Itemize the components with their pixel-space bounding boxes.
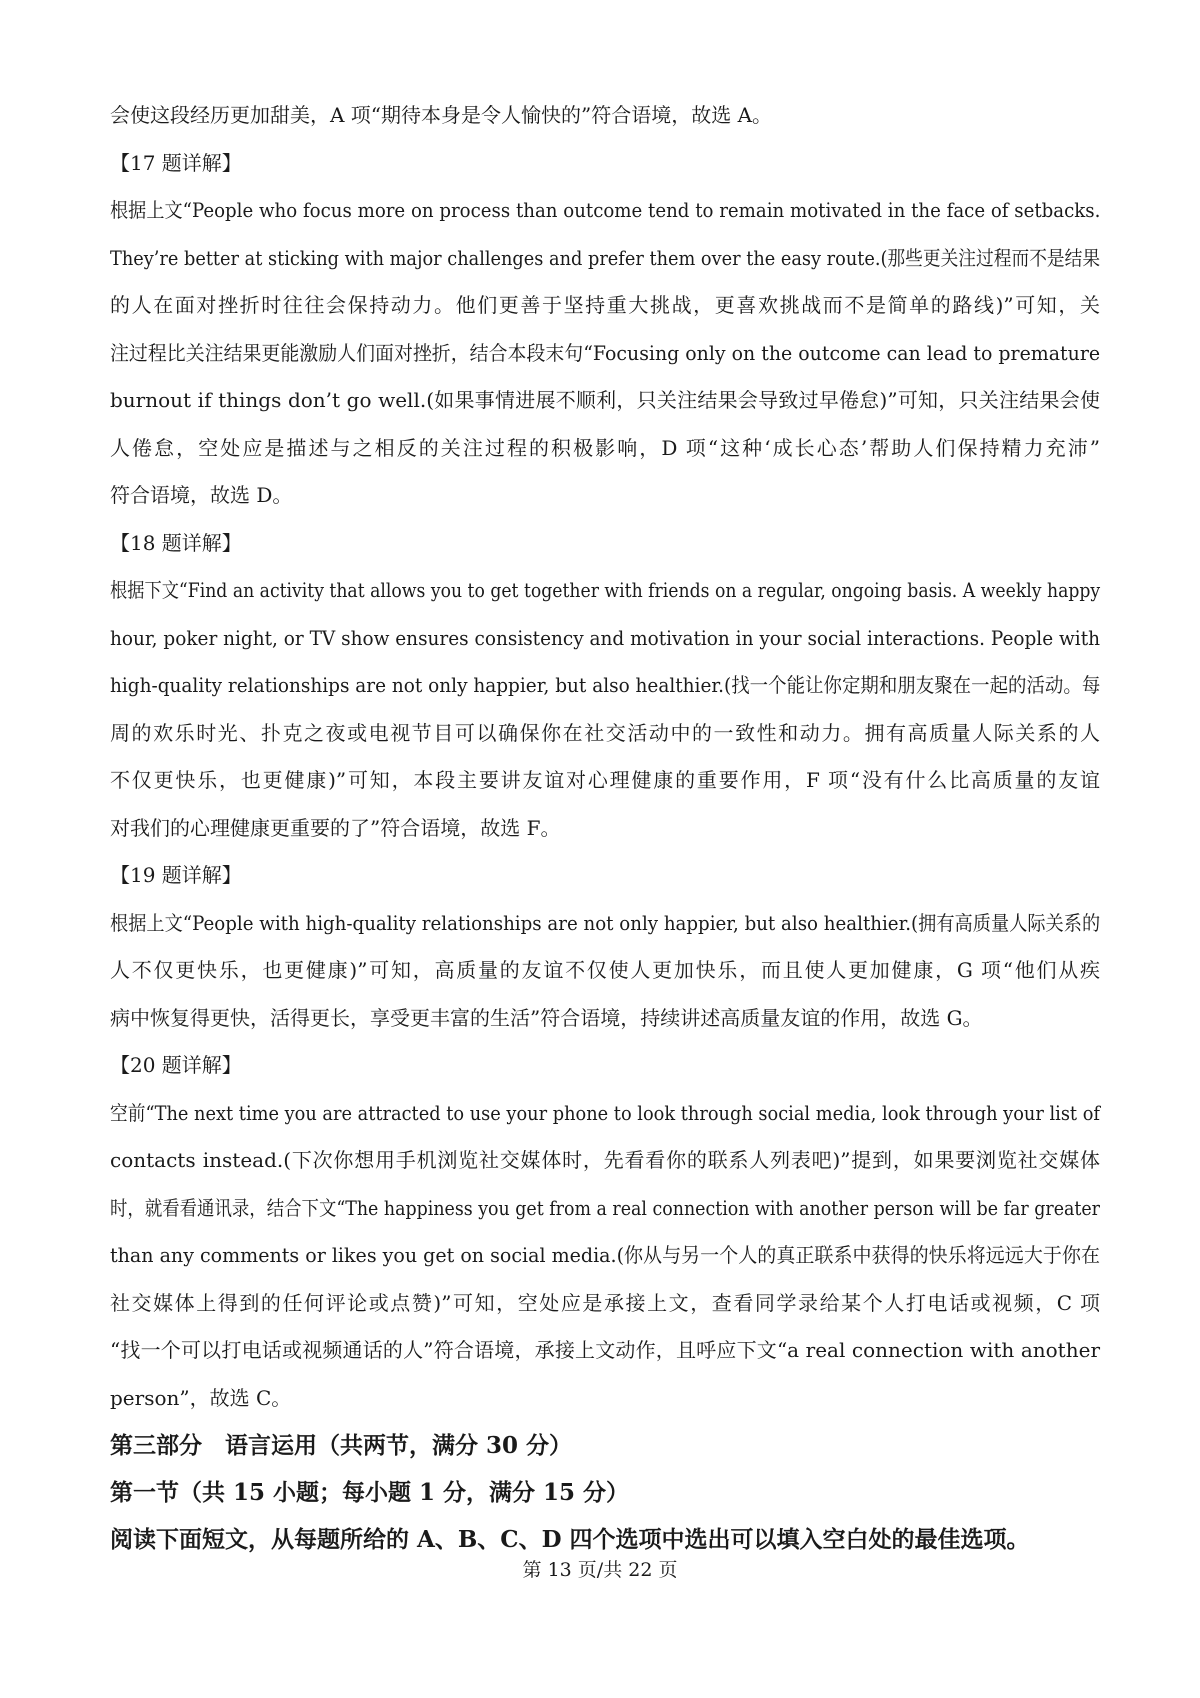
q17-line: 人倦怠，空处应是描述与之相反的关注过程的积极影响，D 项“这种‘成长心态’帮助人们保持精力充沛” — [110, 435, 1100, 460]
q20-line: 时，就看看通讯录，结合下文“The happiness you get from a real connection with another person will be far greater — [110, 1195, 1100, 1220]
document-body — [110, 92, 1100, 1563]
intro-line: 会使这段经历更加甜美，A 项“期待本身是令人愉快的”符合语境，故选 A。 — [110, 103, 773, 127]
q17-line: They’re better at sticking with major challenges and prefer them over the easy route.(那些更关注过程而不是结果 — [110, 245, 1101, 270]
q18-heading: 【18 题详解】 — [110, 530, 242, 555]
part3-section1-heading: 第一节（共 15 小题；每小题 1 分，满分 15 分） — [110, 1479, 630, 1506]
q17-line: 根据上文“People who focus more on process than outcome tend to remain motivated in the face of setbacks. — [110, 198, 1101, 222]
q20-heading: 【20 题详解】 — [110, 1053, 242, 1077]
q18-line: hour, poker night, or TV show ensures consistency and motivation in your social interactions. People with — [110, 625, 1100, 650]
q17-line: burnout if things don’t go well.(如果事情进展不顺利，只关注结果会导致过早倦怠)”可知，只关注结果会使 — [110, 388, 1100, 412]
part3-instruction: 阅读下面短文，从每题所给的 A、B、C、D 四个选项中选出可以填入空白处的最佳选项。 — [110, 1526, 1030, 1553]
q18-line: 不仅更快乐，也更健康)”可知，本段主要讲友谊对心理健康的重要作用，F 项“没有什么比高质量的友谊 — [110, 768, 1100, 792]
q19-line: 病中恢复得更快，活得更长，享受更丰富的生活”符合语境，持续讲述高质量友谊的作用，故选 G。 — [110, 1005, 983, 1030]
q17-line: 的人在面对挫折时往往会保持动力。他们更善于坚持重大挑战，更喜欢挑战而不是简单的路线)”可知，关 — [110, 293, 1100, 317]
q17-heading: 【17 题详解】 — [110, 150, 242, 175]
q17-line: 注过程比关注结果更能激励人们面对挫折，结合本段末句“Focusing only on the outcome can lead to premature — [110, 340, 1101, 365]
q18-line: 周的欢乐时光、扑克之夜或电视节目可以确保你在社交活动中的一致性和动力。拥有高质量人际关系的人 — [110, 720, 1100, 745]
q19-line: 人不仅更快乐，也更健康)”可知，高质量的友谊不仅使人更加快乐，而且使人更加健康，G 项“他们从疾 — [110, 958, 1100, 982]
q17-line: 符合语境，故选 D。 — [110, 483, 293, 507]
q19-line: 根据上文“People with high-quality relationships are not only happier, but also healthier.(拥有高质量人际关系的 — [110, 910, 1101, 935]
part3-title: 第三部分 语言运用（共两节，满分 30 分） — [110, 1432, 573, 1459]
q20-line: 空前“The next time you are attracted to use your phone to look through social media, look through your list of — [110, 1100, 1100, 1125]
q18-line: 根据下文“Find an activity that allows you to get together with friends on a regular, ongoing basis. A weekly happy — [110, 578, 1101, 602]
q20-line: than any comments or likes you get on social media.(你从与另一个人的真正联系中获得的快乐将远远大于你在 — [110, 1243, 1100, 1267]
q20-line: 社交媒体上得到的任何评论或点赞)”可知，空处应是承接上文，查看同学录给某个人打电话或视频，C 项 — [110, 1290, 1100, 1315]
q19-heading: 【19 题详解】 — [110, 863, 242, 887]
page-number: 第 13 页/共 22 页 — [522, 1559, 678, 1581]
q18-line: 对我们的心理健康更重要的了”符合语境，故选 F。 — [110, 815, 561, 840]
q20-line: “找一个可以打电话或视频通话的人”符合语境，承接上文动作，且呼应下文“a real connection with another — [110, 1338, 1100, 1362]
q20-line: person”，故选 C。 — [110, 1385, 292, 1410]
q18-line: high-quality relationships are not only happier, but also healthier.(找一个能让你定期和朋友聚在一起的活动。每 — [110, 673, 1101, 697]
q20-line: contacts instead.(下次你想用手机浏览社交媒体时，先看看你的联系人列表吧)”提到，如果要浏览社交媒体 — [110, 1148, 1100, 1172]
